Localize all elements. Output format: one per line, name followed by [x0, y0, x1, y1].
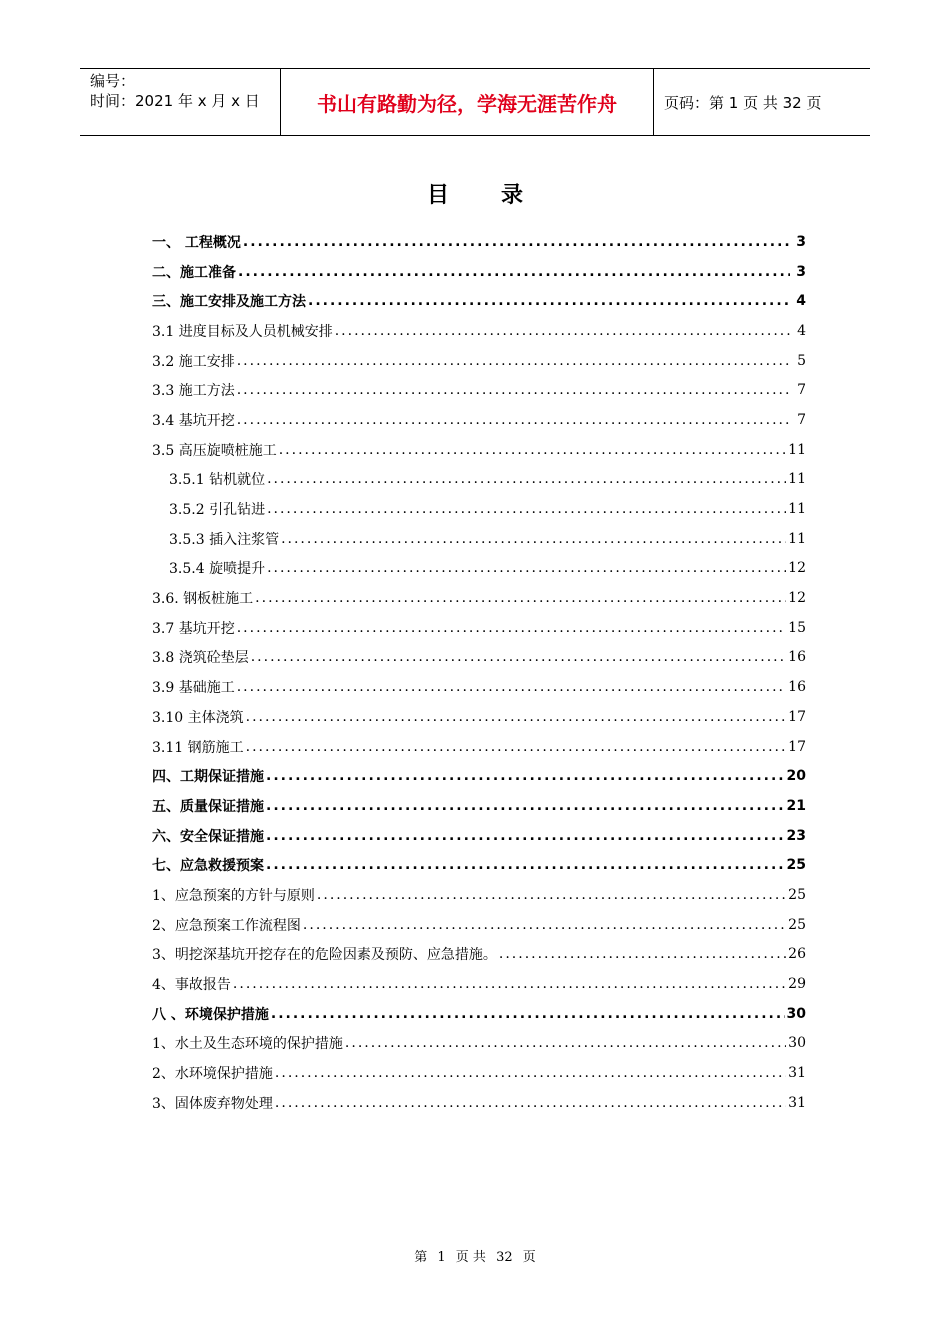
toc-leader-dots: [243, 234, 790, 250]
toc-entry-label: 3.5 高压旋喷桩施工: [152, 442, 277, 459]
header-page-info: 页码：第 1 页 共 32 页: [664, 93, 822, 112]
toc-entry-label: 六、安全保证措施: [152, 828, 264, 845]
toc-entry[interactable]: [152, 465, 806, 495]
toc-entry[interactable]: [152, 257, 806, 287]
toc-leader-dots: [275, 1095, 786, 1111]
toc-entry[interactable]: [152, 850, 806, 880]
toc-leader-dots: [246, 709, 787, 725]
footer-page-suffix: 页: [522, 1250, 536, 1265]
toc-entry-label: 2、应急预案工作流程图: [152, 917, 301, 934]
toc-entry[interactable]: [152, 732, 806, 762]
toc-entry[interactable]: [152, 1029, 806, 1059]
footer-page-mid: 页 共: [455, 1250, 486, 1265]
footer-page-total: 32: [496, 1250, 513, 1265]
toc-entry[interactable]: [152, 791, 806, 821]
toc-entry[interactable]: [152, 880, 806, 910]
toc-entry-page: 25: [788, 916, 806, 933]
toc-entry-label: 八 、环境保护措施: [152, 1006, 269, 1023]
toc-leader-dots: [266, 798, 785, 814]
toc-leader-dots: [255, 590, 786, 606]
toc-leader-dots: [267, 471, 786, 487]
toc-entry-page: 29: [788, 976, 806, 993]
toc-entry-page: 15: [788, 619, 806, 636]
toc-entry-page: 3: [796, 263, 806, 280]
toc-entry-label: 1、水土及生态环境的保护措施: [152, 1036, 343, 1053]
toc-leader-dots: [267, 501, 786, 517]
toc-entry-page: 25: [788, 886, 806, 903]
toc-entry[interactable]: [152, 494, 806, 524]
toc-entry-label: 四、工期保证措施: [152, 769, 264, 786]
toc-entry-page: 30: [788, 1035, 806, 1052]
toc-entry-label: 3.4 基坑开挖: [152, 412, 235, 429]
toc-leader-dots: [308, 293, 790, 309]
toc-entry-label: 二、施工准备: [152, 264, 236, 281]
toc-entry-label: 3.9 基础施工: [152, 680, 235, 697]
toc-entry[interactable]: [152, 286, 806, 316]
toc-entry-page: 5: [797, 352, 806, 369]
toc-entry-page: 7: [797, 382, 806, 399]
toc-leader-dots: [266, 768, 785, 784]
toc-entry-page: 7: [797, 411, 806, 428]
toc-entry-label: 3.5.2 引孔钻进: [169, 502, 266, 519]
toc-leader-dots: [237, 620, 786, 636]
toc-leader-dots: [233, 976, 786, 992]
toc-entry[interactable]: [152, 227, 806, 257]
toc-entry-page: 17: [788, 708, 806, 725]
toc-entry-label: 七、应急救援预案: [152, 858, 264, 875]
toc-entry-page: 11: [788, 530, 806, 547]
toc-entry-page: 23: [786, 827, 806, 844]
toc-entry-page: 11: [788, 471, 806, 488]
toc-entry[interactable]: [152, 672, 806, 702]
toc-entry[interactable]: [152, 346, 806, 376]
toc-leader-dots: [317, 887, 786, 903]
toc-entry-page: 12: [788, 560, 806, 577]
toc-entry-page: 26: [788, 946, 806, 963]
toc-leader-dots: [499, 946, 786, 962]
toc-leader-dots: [279, 442, 786, 458]
toc-entry-label: 3.8 浇筑砼垫层: [152, 650, 249, 667]
toc-leader-dots: [266, 857, 785, 873]
toc-entry-label: 1、应急预案的方针与原则: [152, 887, 315, 904]
toc-entry[interactable]: [152, 1088, 806, 1118]
toc-leader-dots: [246, 739, 787, 755]
toc-entry[interactable]: [152, 613, 806, 643]
toc-leader-dots: [238, 264, 790, 280]
toc-entry-label: 一、 工程概况: [152, 234, 241, 251]
toc-entry-page: 31: [788, 1065, 806, 1082]
toc-leader-dots: [237, 679, 786, 695]
page-footer: [0, 1246, 950, 1265]
toc-entry-label: 3.11 钢筋施工: [152, 739, 244, 756]
toc-entry[interactable]: [152, 910, 806, 940]
toc-entry[interactable]: [152, 999, 806, 1029]
toc-entry-label: 3.6. 钢板桩施工: [152, 591, 254, 608]
toc-entry[interactable]: [152, 554, 806, 584]
toc-entry[interactable]: [152, 643, 806, 673]
toc-entry-page: 21: [786, 797, 806, 814]
table-of-contents: [152, 227, 806, 1118]
toc-title: 目录: [426, 183, 575, 208]
toc-entry-label: 3.10 主体浇筑: [152, 709, 244, 726]
header-meta: [80, 69, 280, 135]
toc-entry-page: 30: [786, 1005, 806, 1022]
toc-leader-dots: [303, 917, 786, 933]
toc-entry[interactable]: [152, 1058, 806, 1088]
toc-leader-dots: [345, 1035, 786, 1051]
toc-entry-label: 3.5.3 插入注浆管: [169, 531, 280, 548]
toc-entry[interactable]: [152, 821, 806, 851]
toc-entry-page: 16: [788, 649, 806, 666]
toc-entry-label: 3、固体废弃物处理: [152, 1095, 273, 1112]
toc-entry[interactable]: [152, 316, 806, 346]
toc-leader-dots: [267, 560, 786, 576]
toc-entry-label: 3.5.1 钻机就位: [169, 472, 266, 489]
toc-entry-page: 4: [796, 293, 806, 310]
toc-entry-label: 2、水环境保护措施: [152, 1066, 273, 1083]
toc-entry-page: 31: [788, 1094, 806, 1111]
toc-leader-dots: [237, 412, 790, 428]
document-date-label: 时间：2021 年 x 月 x 日: [90, 92, 260, 110]
toc-entry-page: 11: [788, 441, 806, 458]
toc-leader-dots: [281, 531, 786, 547]
document-number-label: 编号：: [90, 72, 136, 90]
toc-entry[interactable]: [152, 940, 806, 970]
toc-entry-page: 25: [786, 857, 806, 874]
toc-entry[interactable]: [152, 761, 806, 791]
footer-page-number: 1: [437, 1250, 446, 1265]
toc-entry-label: 3.1 进度目标及人员机械安排: [152, 323, 333, 340]
toc-entry-page: 11: [788, 501, 806, 518]
toc-entry[interactable]: [152, 405, 806, 435]
toc-leader-dots: [275, 1065, 786, 1081]
toc-entry-label: 3、明挖深基坑开挖存在的危险因素及预防、应急措施。: [152, 947, 497, 964]
toc-leader-dots: [251, 649, 786, 665]
toc-entry-label: 3.7 基坑开挖: [152, 620, 235, 637]
toc-entry-label: 3.3 施工方法: [152, 383, 235, 400]
toc-entry[interactable]: [152, 969, 806, 999]
toc-leader-dots: [266, 828, 785, 844]
toc-leader-dots: [237, 353, 790, 369]
toc-leader-dots: [237, 382, 790, 398]
toc-leader-dots: [335, 323, 790, 339]
toc-entry[interactable]: [152, 524, 806, 554]
toc-entry-label: 三、施工安排及施工方法: [152, 294, 306, 311]
toc-entry-label: 3.5.4 旋喷提升: [169, 561, 266, 578]
toc-entry-page: 16: [788, 679, 806, 696]
toc-leader-dots: [271, 1006, 785, 1022]
footer-page-prefix: 第: [414, 1250, 428, 1265]
toc-entry[interactable]: [152, 435, 806, 465]
toc-entry-page: 3: [796, 233, 806, 250]
toc-entry-page: 17: [788, 738, 806, 755]
toc-entry[interactable]: [152, 583, 806, 613]
toc-entry-page: 12: [788, 590, 806, 607]
page-header: [80, 68, 870, 136]
toc-entry-label: 3.2 施工安排: [152, 353, 235, 370]
toc-entry-page: 20: [786, 768, 806, 785]
header-motto: 书山有路勤为径，学海无涯苦作舟: [280, 69, 654, 135]
toc-entry[interactable]: [152, 702, 806, 732]
toc-entry[interactable]: [152, 375, 806, 405]
toc-entry-page: 4: [797, 322, 806, 339]
toc-entry-label: 4、事故报告: [152, 977, 231, 994]
toc-entry-label: 五、质量保证措施: [152, 798, 264, 815]
